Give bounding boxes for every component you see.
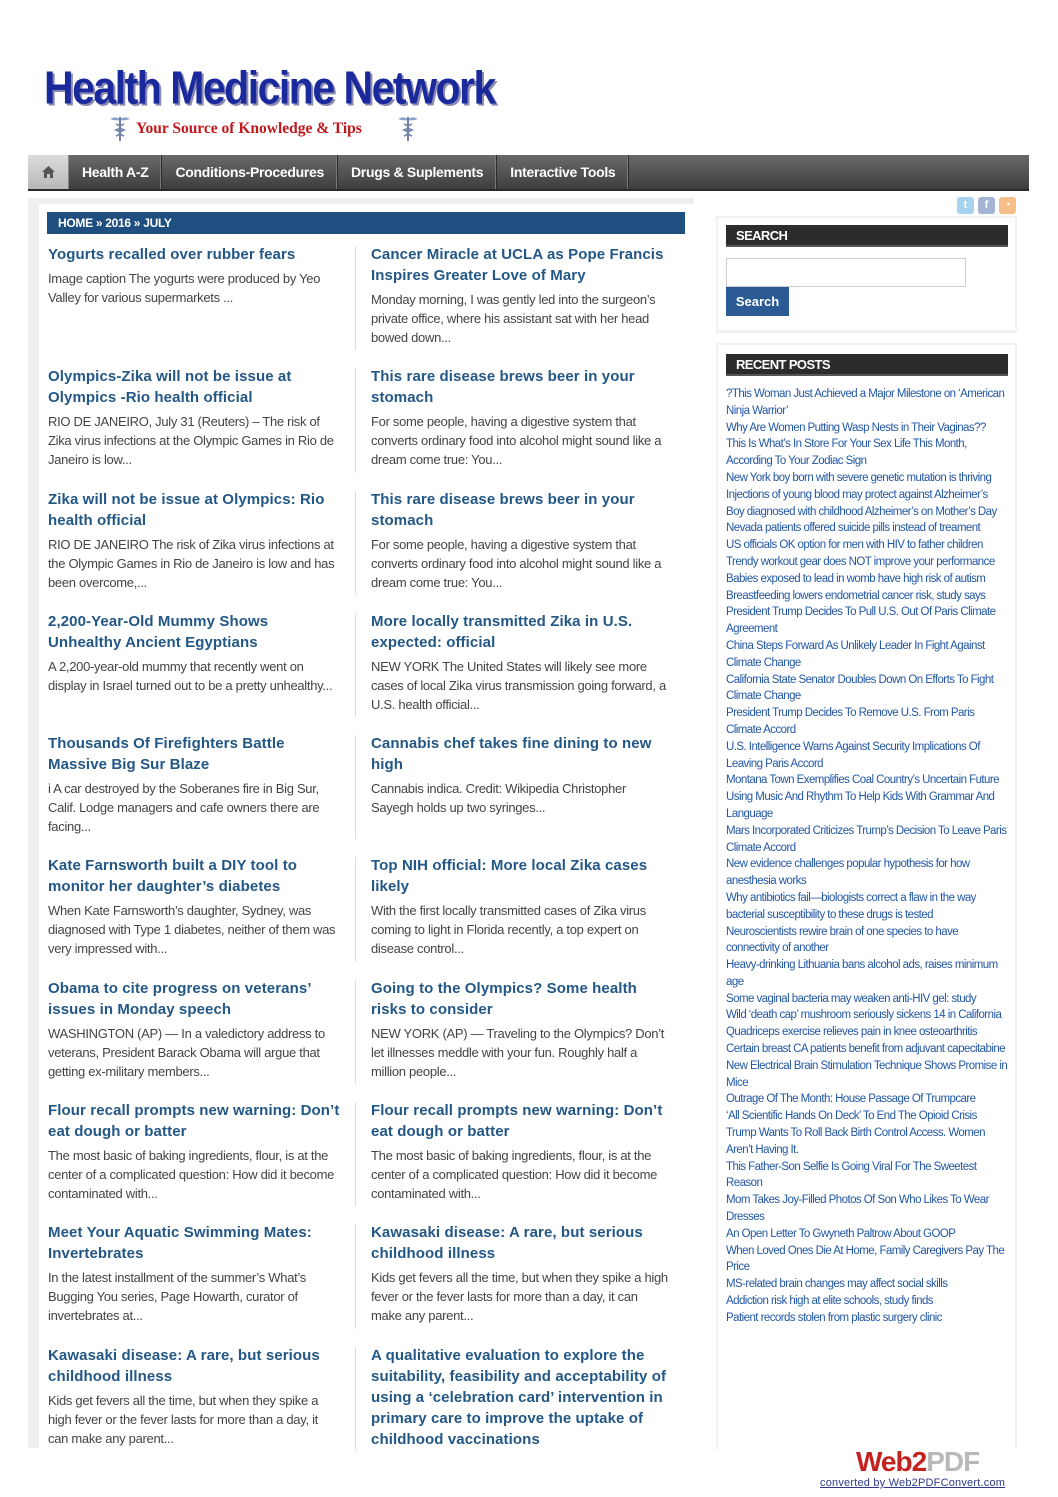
post-item (48, 978, 340, 1100)
recent-post-link[interactable]: Trendy workout gear does NOT improve your performance (726, 555, 995, 568)
recent-post-link[interactable]: Some vaginal bacteria may weaken anti-HIV gel: study (726, 992, 977, 1005)
search-button[interactable]: Search (726, 287, 789, 316)
search-widget-title: SEARCH (726, 225, 1008, 247)
recent-post-link[interactable]: Neuroscientists rewire brain of one species to have connectivity of another (726, 925, 959, 955)
post-item (48, 1100, 340, 1222)
post-title-link[interactable]: Kate Farnsworth built a DIY tool to monitor her daughter’s diabetes (48, 857, 298, 896)
post-excerpt: A 2,200-year-old mummy that recently went on display in Israel turned out to be a pretty unhealthy... (48, 658, 333, 693)
recent-post-link[interactable]: Heavy-drinking Lithuania bans alcohol ads, raises minimum age (726, 959, 998, 988)
breadcrumb-separator: » (92, 216, 106, 230)
post-item (371, 1100, 671, 1222)
web2pdf-logo-2: 2 (911, 1446, 927, 1477)
post-excerpt: With the first locally transmitted cases of Zika virus coming to light in Florida recently, a top expert on disease control... (371, 903, 646, 957)
site-title: Health Medicine Network (44, 62, 495, 114)
post-excerpt: Cannabis indica. Credit: Wikipedia Christopher Sayegh holds up two syringes... (371, 781, 626, 816)
twitter-icon[interactable]: t (957, 197, 974, 214)
post-item (48, 489, 340, 611)
recent-post-link[interactable]: This Is What’s In Store For Your Sex Life This Month, According To Your Zodiac Sign (726, 438, 967, 468)
recent-post-link[interactable]: Trump Wants To Roll Back Birth Control Access. Women Aren’t Having It. (726, 1127, 985, 1156)
post-excerpt: In the latest installment of the summer’s What’s Bugging You series, Page Howarth, curator of invertebrates at... (48, 1270, 306, 1324)
post-item (371, 1222, 671, 1344)
post-title-link[interactable]: Flour recall prompts new warning: Don’t eat dough or batter (371, 1102, 663, 1141)
post-excerpt: Kids get fevers all the time, but when they spike a high fever or the fever lasts for more than a day, it can make any parent... (371, 1270, 668, 1324)
post-title-link[interactable]: 2,200-Year-Old Mummy Shows Unhealthy Ancient Egyptians (48, 612, 269, 651)
post-item (371, 366, 671, 488)
recent-post-link[interactable]: An Open Letter To Gwyneth Paltrow About GOOP (726, 1227, 956, 1240)
post-excerpt: Kids get fevers all the time, but when they spike a high fever or the fever lasts for more than a day, it can make any parent... (48, 1392, 319, 1446)
post-title-link[interactable]: Obama to cite progress on veterans’ issues in Monday speech (48, 979, 311, 1018)
recent-post-link[interactable]: ?This Woman Just Achieved a Major Milestone on ‘American Ninja Warrior’ (726, 388, 1005, 417)
nav-item-drugs-suplements[interactable]: Drugs & Suplements (338, 155, 497, 189)
recent-post-link[interactable]: Addiction risk high at elite schools, study finds (726, 1295, 934, 1308)
nav-home-button[interactable] (28, 155, 69, 189)
search-input[interactable] (726, 258, 966, 287)
post-title-link[interactable]: A qualitative evaluation to explore the suitability, feasibility and acceptability of using a ‘celebration card’ intervention in primary care to improve the uptake of childhood vaccinations (371, 1346, 667, 1448)
breadcrumb-separator: » (130, 216, 144, 230)
social-links (957, 197, 1016, 214)
breadcrumb-home[interactable]: HOME (58, 216, 93, 230)
post-title-link[interactable]: Zika will not be issue at Olympics: Rio health official (48, 490, 325, 529)
recent-post-link[interactable]: New evidence challenges popular hypothesis for how anesthesia works (726, 858, 970, 888)
post-item (48, 611, 340, 733)
breadcrumb-month: JULY (143, 216, 172, 230)
recent-post-link[interactable]: ‘All Scientific Hands On Deck’ To End The Opioid Crisis (726, 1110, 977, 1123)
post-excerpt: WASHINGTON (AP) — In a valedictory address to veterans, President Barack Obama will argue that getting ex-military members... (48, 1025, 325, 1079)
post-item (371, 489, 671, 611)
post-excerpt: RIO DE JANEIRO The risk of Zika virus infections at the Olympic Games in Rio de Janeiro is low and has been overcome,... (48, 536, 335, 590)
recent-post-link[interactable]: President Trump Decides To Remove U.S. From Paris Climate Accord (726, 707, 975, 736)
recent-post-link[interactable]: California State Senator Doubles Down On Efforts To Fight Climate Change (726, 673, 994, 703)
recent-post-link[interactable]: When Loved Ones Die At Home, Family Caregivers Pay The Price (726, 1244, 1005, 1274)
post-excerpt: The most basic of baking ingredients, flour, is at the center of a complicated question: How did it become contaminated with... (371, 1148, 658, 1202)
converted-by-link[interactable]: converted by Web2PDFConvert.com (820, 1477, 1006, 1489)
post-item (371, 855, 671, 977)
post-item (48, 1222, 340, 1344)
post-item (371, 244, 671, 366)
post-item (48, 366, 340, 488)
main-nav (28, 155, 1029, 191)
post-excerpt: When Kate Farnsworth’s daughter, Sydney, was diagnosed with Type 1 diabetes, neither of them was very impressed with... (48, 903, 336, 957)
recent-post-link[interactable]: U.S. Intelligence Warns Against Security Implications Of Leaving Paris Accord (726, 740, 980, 770)
recent-post-link[interactable]: New Electrical Brain Stimulation Technique Shows Promise in Mice (726, 1059, 1008, 1089)
recent-post-link[interactable]: Babies exposed to lead in womb have high risk of autism (726, 572, 986, 585)
recent-post-link[interactable]: President Trump Decides To Pull U.S. Out Of Paris Climate Agreement (726, 606, 996, 636)
recent-post-link[interactable]: Mom Takes Joy-Filled Photos Of Son Who Likes To Wear Dresses (726, 1194, 989, 1224)
web2pdf-logo-pdf: PDF (926, 1446, 980, 1477)
nav-item-interactive-tools[interactable]: Interactive Tools (497, 155, 629, 189)
recent-post-link[interactable]: China Steps Forward As Unlikely Leader In Fight Against Climate Change (726, 639, 985, 669)
web2pdf-logo-web: Web (856, 1446, 912, 1477)
post-item (48, 855, 340, 977)
post-title-link[interactable]: More locally transmitted Zika in U.S. expected: official (371, 612, 633, 651)
post-excerpt: NEW YORK (AP) — Traveling to the Olympics? Don’t let illnesses meddle with your fun. Roughly half a million people... (371, 1025, 665, 1079)
post-title-link[interactable]: Kawasaki disease: A rare, but serious childhood illness (48, 1346, 320, 1385)
post-title-link[interactable]: Olympics-Zika will not be issue at Olympics -Rio health official (48, 368, 292, 407)
post-excerpt: The most basic of baking ingredients, flour, is at the center of a complicated question: How did it become contaminated with... (48, 1148, 335, 1202)
post-title-link[interactable]: Cannabis chef takes fine dining to new high (371, 735, 652, 774)
recent-posts-list (726, 386, 1008, 1327)
recent-post-link[interactable]: New York boy born with severe genetic mutation is thriving (726, 471, 992, 484)
post-title-link[interactable]: This rare disease brews beer in your stomach (371, 368, 635, 407)
post-excerpt: For some people, having a digestive system that converts ordinary food into alcohol might sound like a dream come true: You... (371, 536, 662, 590)
recent-post-link[interactable]: Why antibiotics fail—biologists correct a flaw in the way bacterial susceptibility to these drugs is tested (726, 891, 976, 921)
recent-post-link[interactable]: Wild ‘death cap’ mushroom seriously sickens 14 in California (726, 1009, 1002, 1022)
caduceus-icon (108, 114, 132, 142)
post-item (371, 733, 671, 855)
recent-post-link[interactable]: Montana Town Exemplifies Coal Country’s Uncertain Future (726, 774, 1000, 787)
recent-post-link[interactable]: Nevada patients offered suicide pills instead of treament (726, 522, 981, 535)
recent-post-link[interactable]: Patient records stolen from plastic surgery clinic (726, 1311, 943, 1324)
post-excerpt: Image caption The yogurts were produced by Yeo Valley for various supermarkets ... (48, 271, 321, 305)
recent-post-link[interactable]: This Father-Son Selfie Is Going Viral For The Sweetest Reason (726, 1160, 977, 1190)
recent-post-link[interactable]: Using Music And Rhythm To Help Kids With Grammar And Language (726, 791, 995, 820)
breadcrumb (47, 212, 685, 234)
post-item (371, 1345, 671, 1467)
post-title-link[interactable]: Cancer Miracle at UCLA as Pope Francis Inspires Greater Love of Mary (371, 246, 664, 284)
recent-posts-title: RECENT POSTS (726, 354, 1008, 376)
site-tagline: Your Source of Knowledge & Tips (136, 120, 362, 137)
nav-item-health-a-z[interactable]: Health A-Z (69, 155, 162, 189)
home-icon (42, 166, 55, 178)
recent-post-link[interactable]: Boy diagnosed with childhood Alzheimer’s on Mother’s Day (726, 505, 997, 518)
rss-icon[interactable]: ◔ (999, 197, 1016, 214)
post-title-link[interactable]: Thousands Of Firefighters Battle Massive Big Sur Blaze (48, 735, 285, 774)
post-title-link[interactable]: Top NIH official: More local Zika cases likely (371, 857, 648, 896)
recent-post-link[interactable]: Why Are Women Putting Wasp Nests in Their Vaginas?? (726, 421, 986, 434)
post-excerpt: NEW YORK The United States will likely see more cases of local Zika virus transmission going forward, a U.S. health official... (371, 658, 666, 712)
post-title-link[interactable]: This rare disease brews beer in your stomach (371, 490, 635, 529)
post-excerpt: For some people, having a digestive system that converts ordinary food into alcohol might sound like a dream come true: You... (371, 414, 662, 468)
post-excerpt: Monday morning, I was gently led into the surgeon’s private office, where his assistant sat with her head bowed down... (371, 292, 656, 345)
recent-post-link[interactable]: Certain breast CA patients benefit from adjuvant capecitabine (726, 1043, 1006, 1056)
recent-post-link[interactable]: MS-related brain changes may affect social skills (726, 1278, 948, 1291)
post-title-link[interactable]: Meet Your Aquatic Swimming Mates: Invertebrates (48, 1224, 312, 1263)
nav-item-conditions-procedures[interactable]: Conditions-Procedures (162, 155, 338, 189)
site-logo[interactable] (44, 62, 494, 142)
post-item (371, 978, 671, 1100)
recent-post-link[interactable]: Mars Incorporated Criticizes Trump’s Decision To Leave Paris Climate Accord (726, 824, 1007, 854)
web2pdf-logo (856, 1446, 979, 1478)
recent-post-link[interactable]: US officials OK option for men with HIV to father children (726, 539, 983, 552)
recent-post-link[interactable]: Outrage Of The Month: House Passage Of Trumpcare (726, 1093, 976, 1106)
facebook-icon[interactable]: f (978, 197, 995, 214)
recent-post-link[interactable]: Injections of young blood may protect against Alzheimer’s (726, 488, 988, 501)
post-title-link[interactable]: Yogurts recalled over rubber fears (48, 246, 296, 263)
caduceus-icon (396, 114, 420, 142)
post-item (48, 733, 340, 855)
post-title-link[interactable]: Kawasaki disease: A rare, but serious childhood illness (371, 1224, 643, 1263)
post-item (371, 611, 671, 733)
post-item (48, 1345, 340, 1467)
recent-post-link[interactable]: Breastfeeding lowers endometrial cancer risk, study says (726, 589, 986, 602)
post-grid (48, 244, 678, 1467)
post-excerpt: i A car destroyed by the Soberanes fire in Big Sur, Calif. Lodge managers and cafe owners there are facing... (48, 781, 320, 835)
post-title-link[interactable]: Going to the Olympics? Some health risks to consider (371, 979, 637, 1018)
recent-post-link[interactable]: Quadriceps exercise relieves pain in knee osteoarthritis (726, 1026, 978, 1039)
post-title-link[interactable]: Flour recall prompts new warning: Don’t eat dough or batter (48, 1102, 340, 1141)
breadcrumb-year[interactable]: 2016 (105, 216, 131, 230)
post-excerpt: RIO DE JANEIRO, July 31 (Reuters) – The risk of Zika virus infections at the Olympic Games in Rio de Janeiro is low... (48, 414, 334, 468)
post-item (48, 244, 340, 366)
